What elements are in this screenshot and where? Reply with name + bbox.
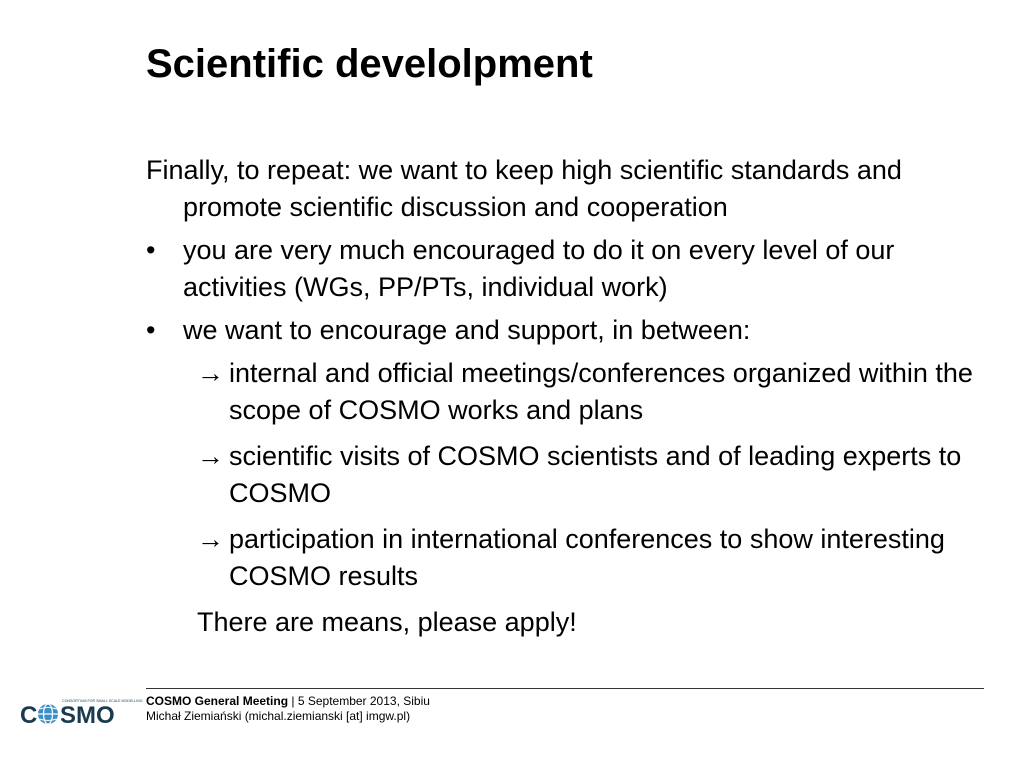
bullet-text: we want to encourage and support, in between: — [183, 315, 751, 345]
arrow-list-item — [146, 355, 986, 429]
bullet-dot: • — [146, 315, 156, 345]
arrow-list-item — [146, 521, 986, 595]
footer-meeting-name: COSMO General Meeting — [146, 694, 289, 708]
footer-meeting-line — [146, 694, 430, 709]
bullet-text: you are very much encouraged to do it on every level of our activities (WGs, PP/PTs, individual work) — [183, 235, 895, 302]
closing-statement: There are means, please apply! — [197, 607, 577, 637]
arrow-right-icon: → — [197, 358, 224, 388]
arrow-right-icon: → — [197, 441, 224, 471]
cosmo-logo — [16, 694, 143, 729]
footer-divider — [146, 688, 984, 689]
globe-icon — [38, 704, 58, 724]
arrow-item-text: internal and official meetings/conferences organized within the scope of COSMO works and plans — [229, 358, 973, 425]
footer-date-place: 5 September 2013, Sibiu — [297, 694, 430, 708]
arrow-right-icon: → — [197, 524, 224, 554]
footer — [146, 694, 430, 724]
bullet-item — [146, 312, 986, 349]
logo-letter-c: C — [20, 702, 38, 729]
bullet-dot: • — [146, 235, 156, 265]
arrow-list-item — [146, 438, 986, 512]
logo-letters-smo: SMO — [60, 702, 115, 729]
logo-tagline: CONSORTIUM FOR SMALL SCALE MODELLING — [62, 699, 143, 703]
bullet-item — [146, 232, 986, 306]
footer-separator: | — [288, 694, 298, 708]
intro-paragraph: Finally, to repeat: we want to keep high scientific standards and promote scientific discussion and cooperation — [146, 155, 902, 222]
arrow-item-text: scientific visits of COSMO scientists and of leading experts to COSMO — [229, 441, 962, 508]
slide-body — [146, 152, 986, 641]
arrow-item-text: participation in international conferences to show interesting COSMO results — [229, 524, 945, 591]
footer-author: Michał Ziemiański (michal.ziemianski [at] imgw.pl) — [146, 709, 411, 723]
slide-title: Scientific develolpment — [146, 42, 593, 86]
